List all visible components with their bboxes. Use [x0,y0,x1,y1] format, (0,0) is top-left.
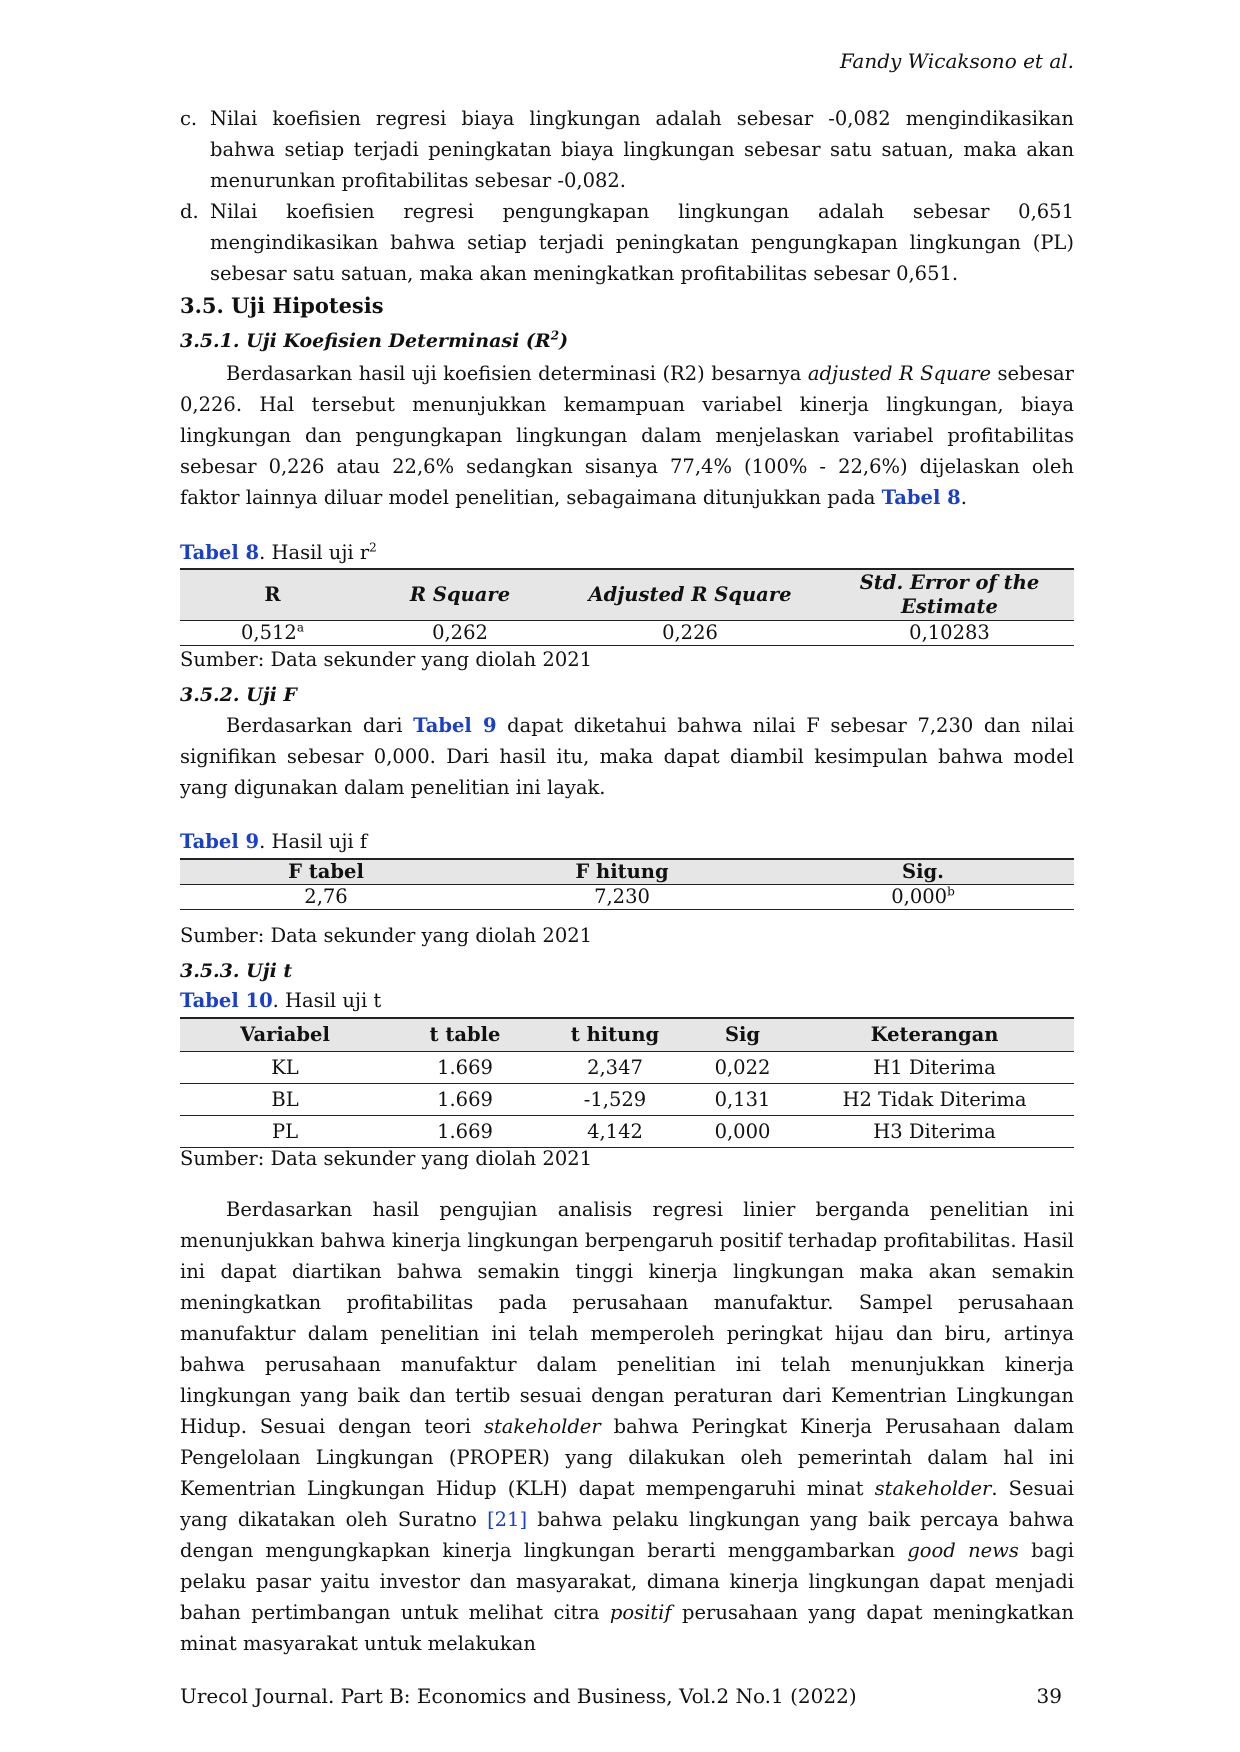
table-9 [180,858,1074,910]
table-cell: PL [180,1116,390,1148]
table-cell: H3 Diterima [795,1116,1074,1148]
table-8-caption: Tabel 8. Hasil uji $r^2$ [180,540,377,564]
list-item-d [180,196,1074,289]
list-marker: c. [180,107,198,130]
table-cell: 0,512$^a$ [180,621,365,646]
table-9-caption-ref[interactable]: Tabel 9 [180,830,260,853]
table-header: R [180,569,365,621]
table-cell: 1.669 [390,1052,540,1084]
table-row [180,621,1074,646]
table-header: t hitung [540,1018,690,1052]
table-cell: 2,76 [180,885,472,910]
table-row [180,1084,1074,1116]
table-8-caption-ref[interactable]: Tabel 8 [180,541,260,564]
table-8 [180,568,1074,646]
table-cell: 1.669 [390,1084,540,1116]
table-cell: 1.669 [390,1116,540,1148]
table-header: R Square [365,569,555,621]
table-10-source: Sumber: Data sekunder yang diolah 2021 [180,1147,593,1170]
footer-journal: Urecol Journal. Part B: Economics and Business, Vol.2 No.1 (2022) [180,1684,857,1708]
table-cell: 0,000 [690,1116,795,1148]
table-cell: 0,10283 [825,621,1074,646]
citation-21-link[interactable]: [21] [487,1508,528,1531]
table-10-caption-ref[interactable]: Tabel 10 [180,989,273,1012]
table-cell: 4,142 [540,1116,690,1148]
table-row [180,885,1074,910]
list-marker: d. [180,200,199,223]
table-header: Adjusted R Square [555,569,825,621]
table-header: Sig [690,1018,795,1052]
list-text: Nilai koefisien regresi biaya lingkungan adalah sebesar -0,082 mengindikasikan bahwa setiap terjadi peningkatan biaya lingkungan sebesar satu satuan, maka akan menurunkan profitabilitas sebesar -0,082. [210,107,1074,192]
section-heading-3-5: 3.5. Uji Hipotesis [180,293,384,318]
table-9-caption: Tabel 9. Hasil uji f [180,830,368,853]
table-header: Keterangan [795,1018,1074,1052]
table-cell: 2,347 [540,1052,690,1084]
table-9-source: Sumber: Data sekunder yang diolah 2021 [180,924,593,947]
list-text: Nilai koefisien regresi pengungkapan lingkungan adalah sebesar 0,651 mengindikasikan bahwa setiap terjadi peningkatan pengungkapan lingkungan (PL) sebesar satu satuan, maka akan meningkatkan profitabilitas sebesar 0,651. [210,200,1074,285]
table-9-link[interactable]: Tabel 9 [413,714,497,737]
table-10-caption: Tabel 10. Hasil uji t [180,989,382,1012]
table-header: Std. Error of the Estimate [825,569,1074,621]
table-cell: 0,262 [365,621,555,646]
list-item-c [180,103,1074,196]
page-number: 39 [1036,1684,1062,1708]
paragraph-discussion: Berdasarkan hasil pengujian analisis regresi linier berganda penelitian ini menunjukkan bahwa kinerja lingkungan berpengaruh positif terhadap profitabilitas. Hasil ini dapat diartikan bahwa semakin tinggi kinerja lingkungan maka akan semakin meningkatkan profitabilitas pada perusahaan manufaktur. Sampel perusahaan manufaktur dalam penelitian ini telah memperoleh peringkat hijau dan biru, artinya bahwa perusahaan manufaktur dalam penelitian ini telah menunjukkan kinerja lingkungan yang baik dan tertib sesuai dengan peraturan dari Kementrian Lingkungan Hidup. Sesuai dengan teori stakeholder bahwa Peringkat Kinerja Perusahaan dalam Pengelolaan Lingkungan (PROPER) yang dilakukan oleh pemerintah dalam hal ini Kementrian Lingkungan Hidup (KLH) dapat mempengaruhi minat stakeholder. Sesuai yang dikatakan oleh Suratno [21] bahwa pelaku lingkungan yang baik percaya bahwa dengan mengungkapkan kinerja lingkungan berarti menggambarkan good news bagi pelaku pasar yaitu investor dan masyarakat, dimana kinerja lingkungan dapat menjadi bahan pertimbangan untuk melihat citra positif perusahaan yang dapat meningkatkan minat masyarakat untuk melakukan [180,1198,1074,1655]
table-cell: KL [180,1052,390,1084]
table-cell: 0,131 [690,1084,795,1116]
table-cell: 0,022 [690,1052,795,1084]
table-header: Sig. [772,859,1074,885]
table-header: F hitung [472,859,772,885]
section-heading-3-5-1: 3.5.1. Uji Koefisien Determinasi $(R^2)$ [180,328,569,352]
table-8-link[interactable]: Tabel 8 [881,486,961,509]
table-cell: H2 Tidak Diterima [795,1084,1074,1116]
section-heading-3-5-2: 3.5.2. Uji F [180,684,297,706]
table-10 [180,1017,1074,1148]
table-cell: -1,529 [540,1084,690,1116]
paragraph-f-test: Berdasarkan dari Tabel 9 dapat diketahui bahwa nilai F sebesar 7,230 dan nilai signifikan sebesar 0,000. Dari hasil itu, maka dapat diambil kesimpulan bahwa model yang digunakan dalam penelitian ini layak. [180,714,1074,799]
table-cell: 7,230 [472,885,772,910]
table-8-source: Sumber: Data sekunder yang diolah 2021 [180,648,593,671]
table-cell: BL [180,1084,390,1116]
table-header: F tabel [180,859,472,885]
table-cell: 0,000$^b$ [772,885,1074,910]
section-heading-3-5-3: 3.5.3. Uji t [180,960,293,982]
table-cell: 0,226 [555,621,825,646]
table-header: Variabel [180,1018,390,1052]
table-cell: H1 Diterima [795,1052,1074,1084]
running-head: Fandy Wicaksono et al. [839,49,1074,73]
paragraph-determination: Berdasarkan hasil uji koefisien determinasi (R2) besarnya adjusted R Square sebesar 0,226. Hal tersebut menunjukkan kemampuan variabel kinerja lingkungan, biaya lingkungan dan pengungkapan lingkungan dalam menjelaskan variabel profitabilitas sebesar 0,226 atau 22,6% sedangkan sisanya 77,4% (100% - 22,6%) dijelaskan oleh faktor lainnya diluar model penelitian, sebagaimana ditunjukkan pada Tabel 8. [180,362,1074,509]
table-row [180,1052,1074,1084]
table-header: t table [390,1018,540,1052]
